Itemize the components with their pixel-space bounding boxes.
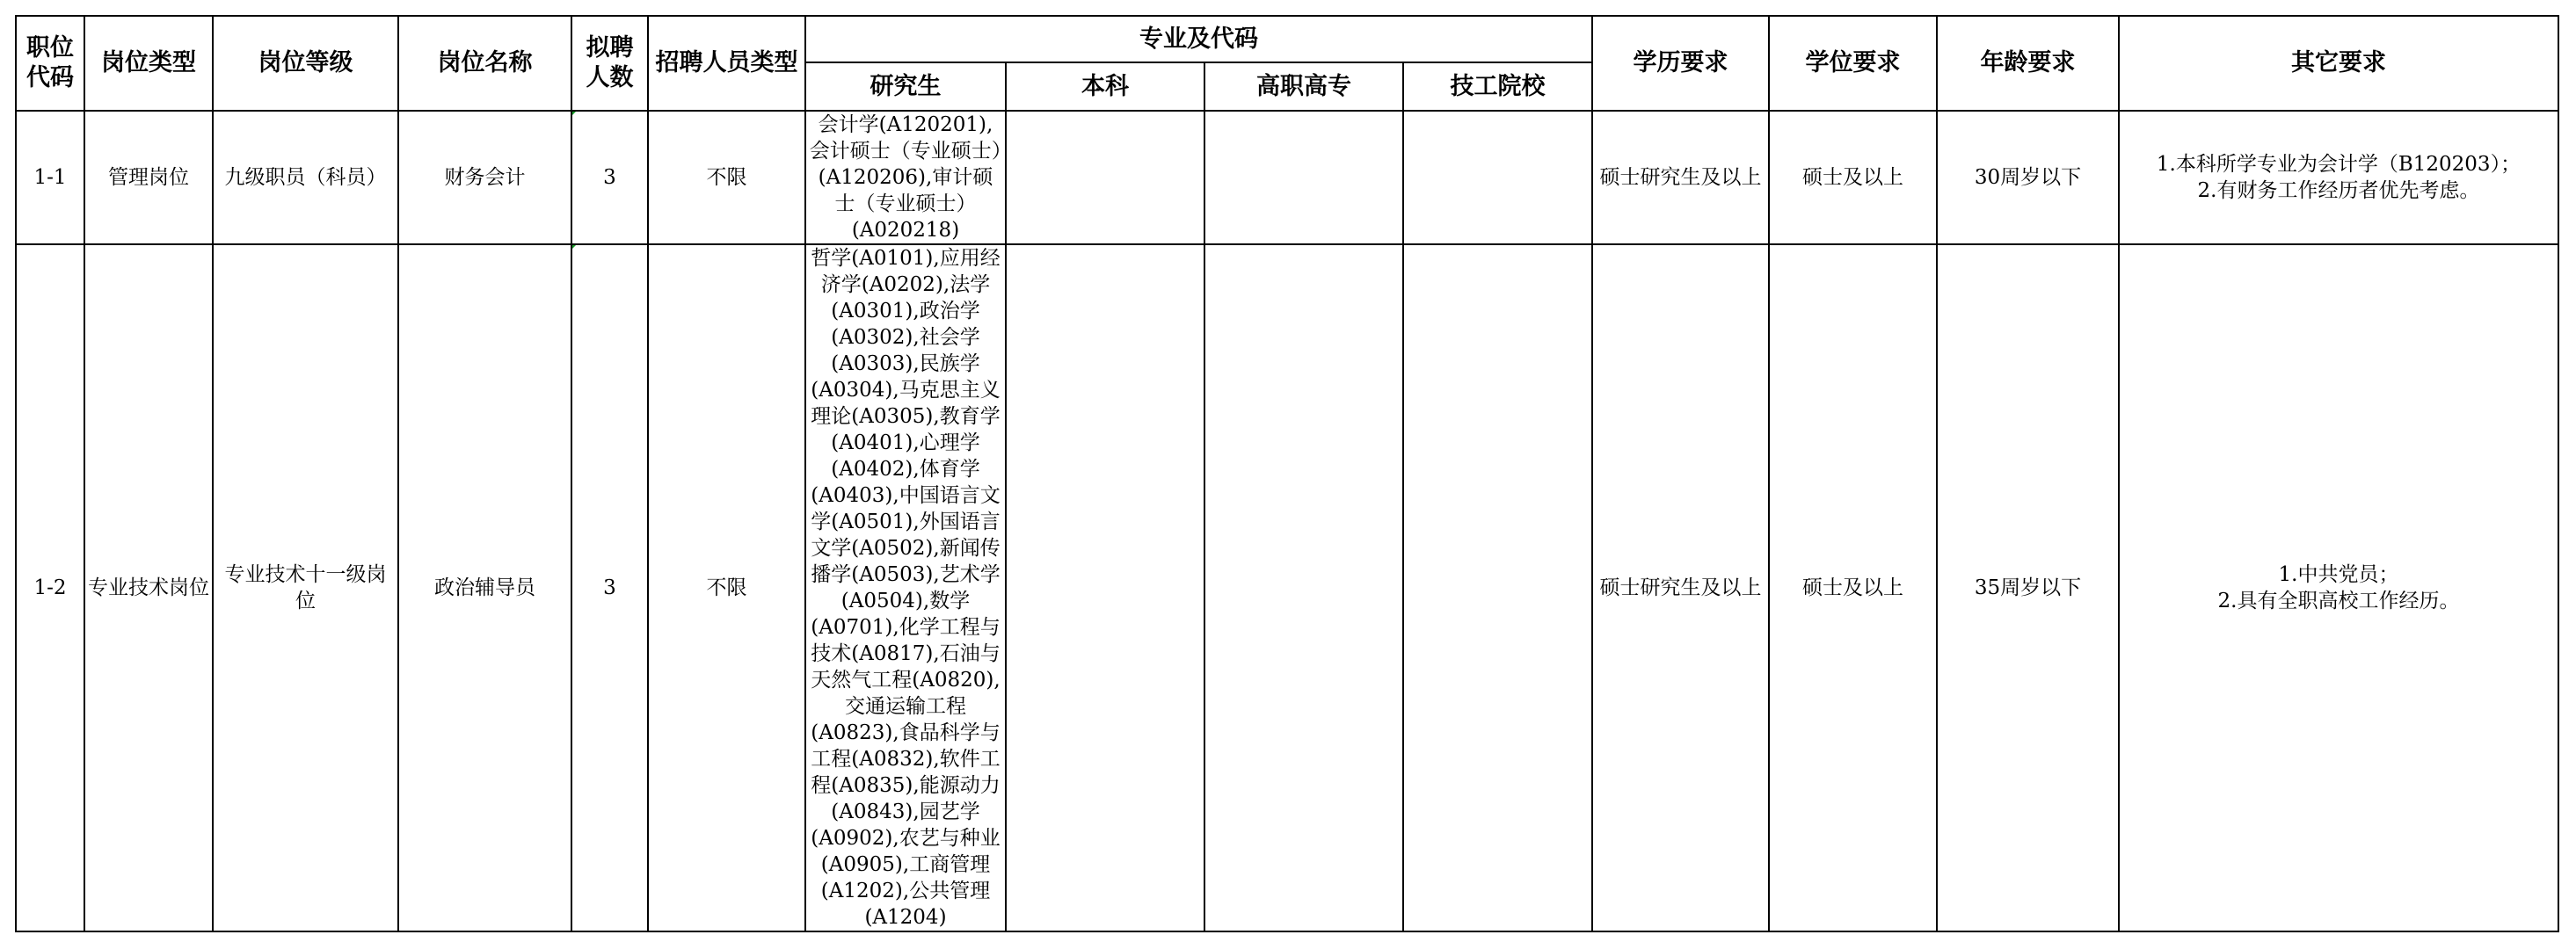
cell-undergraduate-majors bbox=[1006, 111, 1204, 244]
cell-degree: 硕士及以上 bbox=[1769, 111, 1937, 244]
table-row bbox=[16, 111, 2558, 244]
header-major-group: 专业及代码 bbox=[805, 16, 1592, 62]
cell-count: 3 bbox=[571, 244, 648, 931]
header-technical: 技工院校 bbox=[1403, 62, 1592, 111]
header-level: 岗位等级 bbox=[213, 16, 398, 111]
cell-education: 硕士研究生及以上 bbox=[1592, 111, 1769, 244]
recruitment-table bbox=[15, 15, 2559, 932]
cell-age: 30周岁以下 bbox=[1937, 111, 2119, 244]
cell-graduate-majors: 会计学(A120201),会计硕士（专业硕士）(A120206),审计硕士（专业硕士）(A020218) bbox=[805, 111, 1006, 244]
header-type: 岗位类型 bbox=[84, 16, 213, 111]
cell-type: 专业技术岗位 bbox=[84, 244, 213, 931]
cell-level: 专业技术十一级岗位 bbox=[213, 244, 398, 931]
header-age: 年龄要求 bbox=[1937, 16, 2119, 111]
header-vocational: 高职高专 bbox=[1204, 62, 1403, 111]
cell-age: 35周岁以下 bbox=[1937, 244, 2119, 931]
cell-type: 管理岗位 bbox=[84, 111, 213, 244]
header-other: 其它要求 bbox=[2119, 16, 2558, 111]
cell-education: 硕士研究生及以上 bbox=[1592, 244, 1769, 931]
header-count: 拟聘人数 bbox=[571, 16, 648, 111]
header-recruit-type: 招聘人员类型 bbox=[648, 16, 805, 111]
cell-other: 1.本科所学专业为会计学（B120203）； 2.有财务工作经历者优先考虑。 bbox=[2119, 111, 2558, 244]
cell-undergraduate-majors bbox=[1006, 244, 1204, 931]
header-code: 职位代码 bbox=[16, 16, 84, 111]
cell-code: 1-2 bbox=[16, 244, 84, 931]
header-graduate: 研究生 bbox=[805, 62, 1006, 111]
cell-vocational-majors bbox=[1204, 111, 1403, 244]
cell-graduate-majors: 哲学(A0101),应用经济学(A0202),法学(A0301),政治学(A0302),社会学(A0303),民族学(A0304),马克思主义理论(A0305),教育学(A0401),心理学(A0402),体育学(A0403),中国语言文学(A0501),外国语言文学(A0502),新闻传播学(A0503),艺术学(A0504),数学(A0701),化学工程与技术(A0817),石油与天然气工程(A0820),交通运输工程(A0823),食品科学与工程(A0832),软件工程(A0835),能源动力(A0843),园艺学(A0902),农艺与种业(A0905),工商管理(A1202),公共管理(A1204) bbox=[805, 244, 1006, 931]
cell-name: 财务会计 bbox=[398, 111, 571, 244]
cell-vocational-majors bbox=[1204, 244, 1403, 931]
header-undergraduate: 本科 bbox=[1006, 62, 1204, 111]
header-name: 岗位名称 bbox=[398, 16, 571, 111]
cell-level: 九级职员（科员） bbox=[213, 111, 398, 244]
cell-count: 3 bbox=[571, 111, 648, 244]
cell-technical-majors bbox=[1403, 111, 1592, 244]
cell-recruit-type: 不限 bbox=[648, 244, 805, 931]
table-row bbox=[16, 244, 2558, 931]
header-degree: 学位要求 bbox=[1769, 16, 1937, 111]
cell-recruit-type: 不限 bbox=[648, 111, 805, 244]
header-education: 学历要求 bbox=[1592, 16, 1769, 111]
cell-other: 1.中共党员； 2.具有全职高校工作经历。 bbox=[2119, 244, 2558, 931]
cell-technical-majors bbox=[1403, 244, 1592, 931]
header-row-1 bbox=[16, 16, 2558, 62]
cell-degree: 硕士及以上 bbox=[1769, 244, 1937, 931]
cell-name: 政治辅导员 bbox=[398, 244, 571, 931]
cell-code: 1-1 bbox=[16, 111, 84, 244]
